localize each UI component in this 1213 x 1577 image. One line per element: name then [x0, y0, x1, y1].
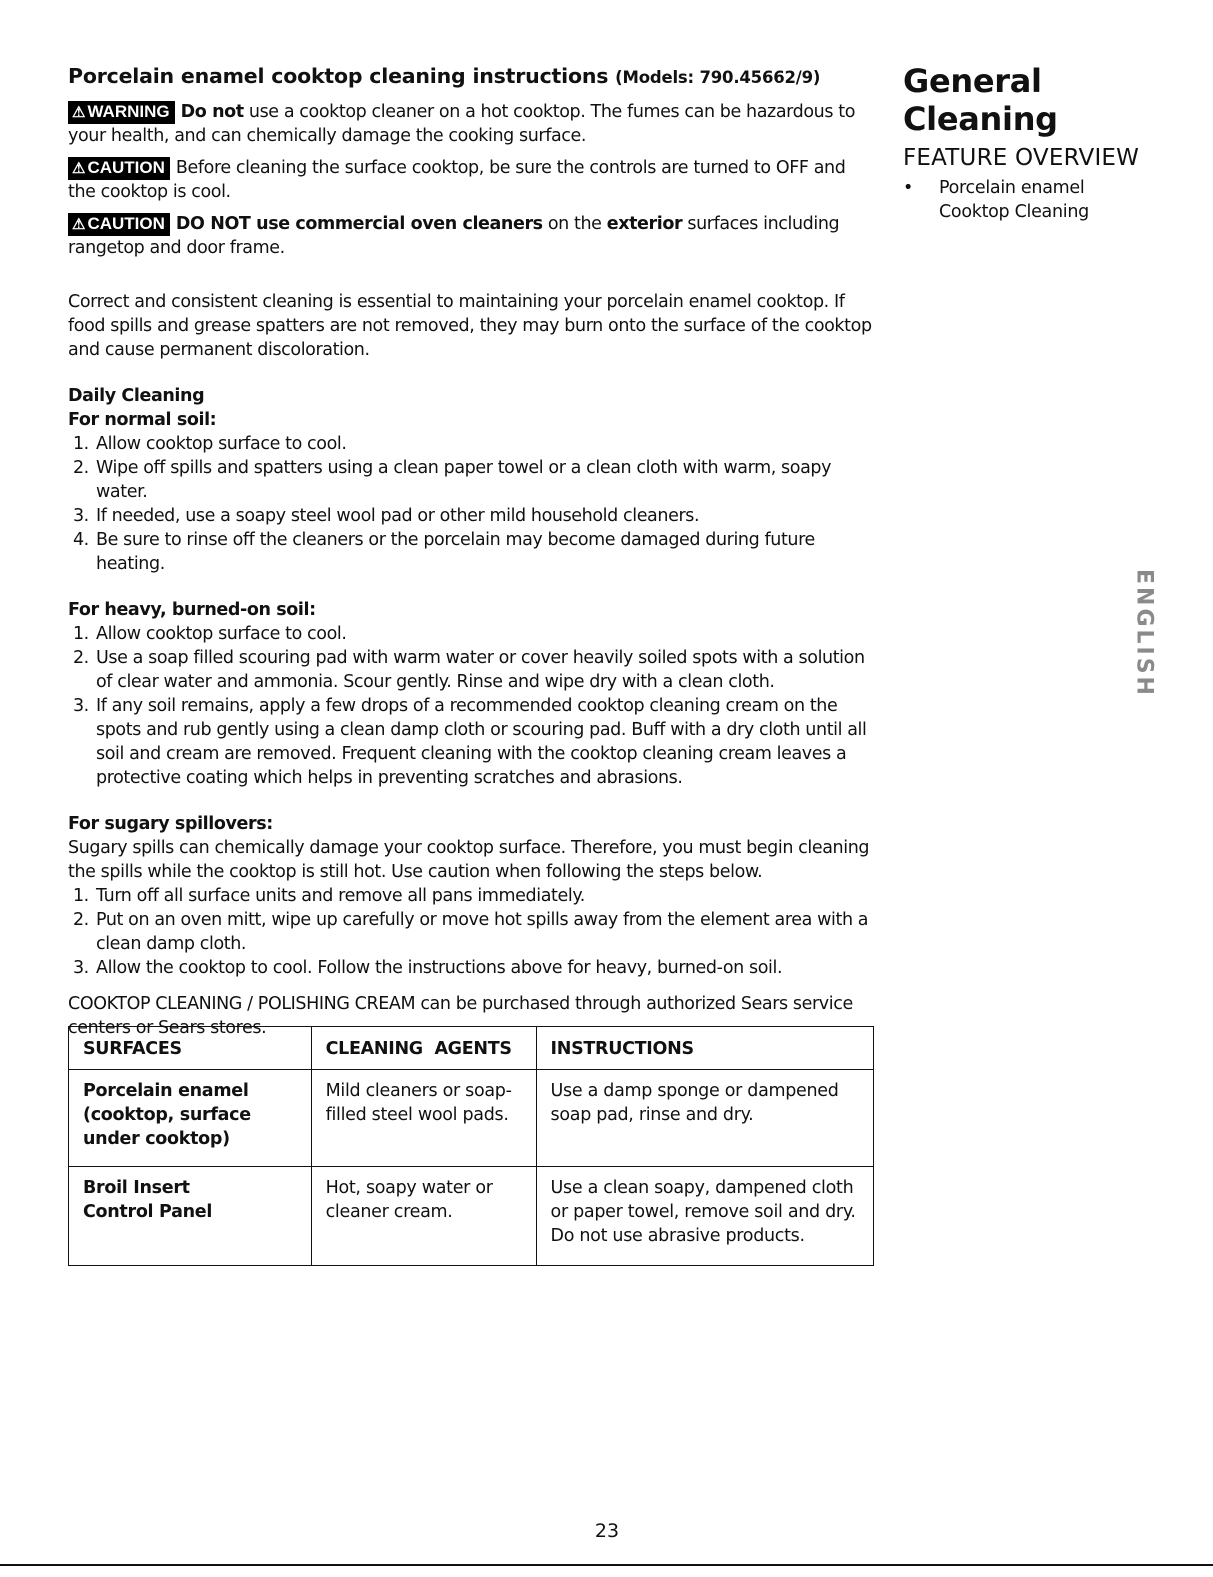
table-cell-agents: Mild cleaners or soap-filled steel wool pads. [311, 1070, 536, 1167]
caution-badge-label: CAUTION [87, 214, 165, 233]
sidebar-title-line1: General [903, 62, 1042, 100]
sugary-spillovers-section [68, 812, 874, 980]
table-cell-surface: Broil Insert Control Panel [69, 1167, 312, 1266]
sugary-spillovers-heading: For sugary spillovers: [68, 814, 273, 834]
caution-notice-oven-cleaners [68, 212, 874, 260]
list-item: 2. Put on an oven mitt, wipe up carefully or move hot spills away from the element area with a clean damp cloth. [94, 908, 874, 956]
caution-badge-label: CAUTION [87, 158, 165, 177]
list-item: 1. Allow cooktop surface to cool. [94, 622, 874, 646]
feature-overview-heading: FEATURE OVERVIEW [903, 145, 1140, 171]
heavy-soil-steps [68, 622, 874, 790]
list-item: 2. Wipe off spills and spatters using a clean paper towel or a clean cloth with warm, soapy water. [94, 456, 874, 504]
normal-soil-steps [68, 432, 874, 576]
list-item: 3. If any soil remains, apply a few drops of a recommended cooktop cleaning cream on the spots and rub gently using a clean damp cloth or scouring pad. Buff with a dry cloth until all soil and cream are removed. Frequent cleaning with the cooktop cleaning cream leaves a protective coating which helps in preventing scratches and abrasions. [94, 694, 874, 790]
sugary-steps [68, 884, 874, 980]
feature-sidebar [903, 62, 1193, 224]
section-title [68, 62, 874, 92]
warning-triangle-icon: ⚠ [72, 160, 86, 177]
table-row [69, 1070, 874, 1167]
warning-triangle-icon: ⚠ [72, 216, 86, 233]
language-tab: ENGLISH [1131, 568, 1157, 698]
list-item: 4. Be sure to rinse off the cleaners or the porcelain may become damaged during future heating. [94, 528, 874, 576]
warning-badge [68, 101, 175, 124]
list-item: 2. Use a soap filled scouring pad with warm water or cover heavily soiled spots with a solution of clear water and ammonia. Scour gently. Rinse and wipe dry with a clean cloth. [94, 646, 874, 694]
warning-badge-label: WARNING [87, 102, 170, 121]
feature-item-label: Porcelain enamel Cooktop Cleaning [939, 178, 1089, 222]
list-item [903, 176, 1119, 224]
heavy-soil-section [68, 598, 874, 790]
normal-soil-heading: For normal soil: [68, 410, 217, 430]
daily-cleaning-section [68, 384, 874, 576]
table-header-cleaning-agents: CLEANING AGENTS [311, 1027, 536, 1070]
caution-notice [68, 156, 874, 204]
table-header-row [69, 1027, 874, 1070]
cleaning-table [68, 1026, 874, 1266]
bullet-icon: • [903, 178, 914, 198]
section-title-text: Porcelain enamel cooktop cleaning instructions [68, 64, 609, 88]
intro-paragraph: Correct and consistent cleaning is essential to maintaining your porcelain enamel cooktop. If food spills and grease spatters are not removed, they may burn onto the surface of the cooktop and cause permanent discoloration. [68, 292, 872, 360]
models-label: (Models: 790.45662/9) [615, 68, 821, 87]
feature-list [903, 176, 1193, 224]
list-item: 3. Allow the cooktop to cool. Follow the instructions above for heavy, burned-on soil. [94, 956, 874, 980]
table-cell-agents: Hot, soapy water or cleaner cream. [311, 1167, 536, 1266]
warning-notice [68, 100, 874, 148]
list-item: 1. Turn off all surface units and remove all pans immediately. [94, 884, 874, 908]
sidebar-title [903, 62, 1193, 138]
sugary-intro: Sugary spills can chemically damage your cooktop surface. Therefore, you must begin cleaning the spills while the cooktop is still hot. Use caution when following the steps below. [68, 838, 870, 882]
table-cell-instructions: Use a clean soapy, dampened cloth or paper towel, remove soil and dry. Do not use abrasive products. [536, 1167, 873, 1266]
caution-badge [68, 213, 170, 236]
warning-text: use a cooktop cleaner on a hot cooktop. The fumes can be hazardous to your health, and can chemically damage the cooking surface. [68, 102, 856, 146]
table-header-surfaces: SURFACES [69, 1027, 312, 1070]
heavy-soil-heading: For heavy, burned-on soil: [68, 600, 316, 620]
table-row [69, 1167, 874, 1266]
caution-text: surfaces including rangetop and door frame. [68, 214, 840, 258]
caution-bold-text: exterior [606, 214, 683, 234]
main-content [68, 62, 874, 1040]
page-number: 23 [594, 1520, 620, 1542]
caution-text: on the [542, 214, 607, 234]
caution-badge [68, 157, 170, 180]
bottom-rule [0, 1564, 1213, 1566]
list-item: 1. Allow cooktop surface to cool. [94, 432, 874, 456]
sidebar-title-line2: Cleaning [903, 100, 1058, 138]
caution-text: Before cleaning the surface cooktop, be sure the controls are turned to OFF and the cooktop is cool. [68, 158, 846, 202]
caution-bold-text: DO NOT use commercial oven cleaners [175, 214, 543, 234]
table-header-instructions: INSTRUCTIONS [536, 1027, 873, 1070]
daily-cleaning-heading: Daily Cleaning [68, 386, 205, 406]
cream-note: COOKTOP CLEANING / POLISHING CREAM can be purchased through authorized Sears service centers or Sears stores. [68, 994, 853, 1038]
table-cell-surface: Porcelain enamel (cooktop, surface under cooktop) [69, 1070, 312, 1167]
table-cell-instructions: Use a damp sponge or dampened soap pad, rinse and dry. [536, 1070, 873, 1167]
warning-triangle-icon: ⚠ [72, 104, 86, 121]
list-item: 3. If needed, use a soapy steel wool pad or other mild household cleaners. [94, 504, 874, 528]
warning-bold-text: Do not [180, 102, 244, 122]
